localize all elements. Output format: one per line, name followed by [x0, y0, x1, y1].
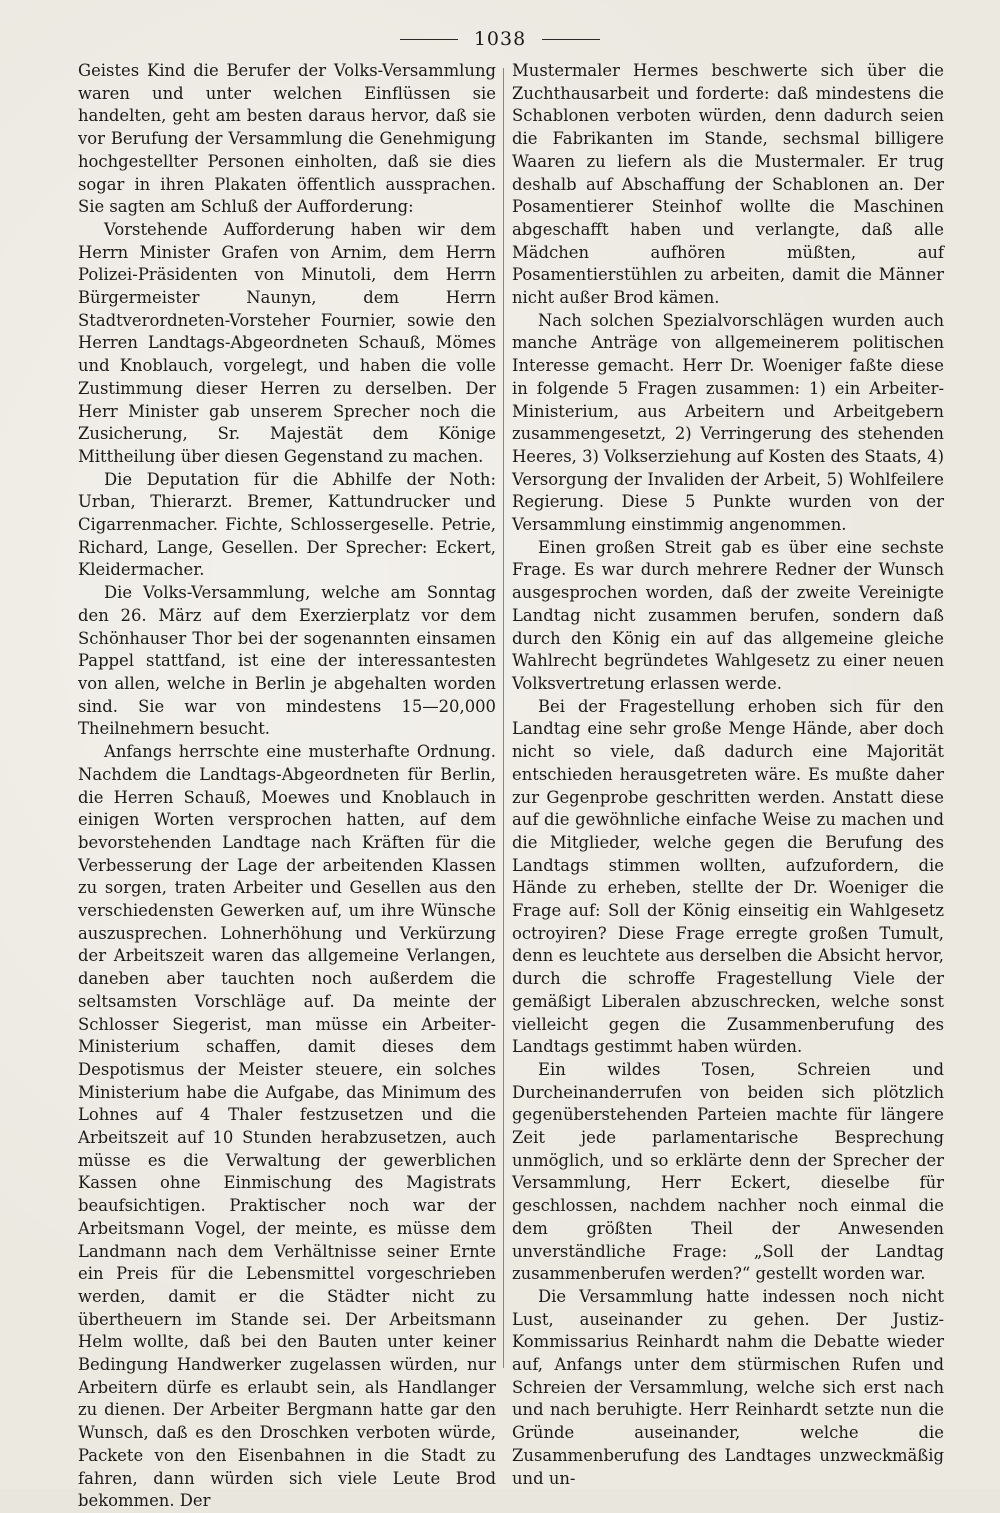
left-column: [78, 60, 496, 1511]
paragraph: Bei der Fragestellung erhoben sich für den Landtag eine sehr große Menge Hände, aber doch nicht so viele, daß dadurch eine Majorität entschieden herausgetreten wäre. Es mußte daher zur Gegenprobe geschritten werden. Anstatt diese auf die gewöhnliche einfache Weise zu machen und die Mitglieder, welche gegen die Berufung des Landtags stimmen wollten, aufzufordern, die Hände zu erheben, stellte der Dr. Woeniger die Frage auf: Soll der König einseitig ein Wahlgesetz octroyiren? Diese Frage erregte großen Tumult, denn es leuchtete aus derselben die Absicht hervor, durch die schroffe Fragestellung Viele der gemäßigt Liberalen abzuschrecken, welche sonst vielleicht gegen die Zusammenberufung des Landtags gestimmt haben würden.: [512, 696, 944, 1057]
paragraph: Nach solchen Spezialvorschlägen wurden auch manche Anträge von allgemeinerem politischen Interesse gemacht. Herr Dr. Woeniger faßte diese in folgende 5 Fragen zusammen: 1) ein Arbeiter-Ministerium, aus Arbeitern und Arbeitgebern zusammengesetzt, 2) Verringerung des stehenden Heeres, 3) Volkserziehung auf Kosten des Staats, 4) Versorgung der Invaliden der Arbeit, 5) Wohlfeilere Regierung. Diese 5 Punkte wurden von der Versammlung einstimmig angenommen.: [512, 310, 944, 535]
paragraph: Mustermaler Hermes beschwerte sich über die Zuchthausarbeit und forderte: daß mindestens die Schablonen verboten würden, denn dadurch seien die Fabrikanten im Stande, sechsmal billigere Waaren zu liefern als die Mustermaler. Er trug deshalb auf Abschaffung der Schablonen an. Der Posamentierer Steinhof wollte die Maschinen abgeschafft haben und verlangte, daß alle Mädchen aufhören müßten, auf Posamentierstühlen zu arbeiten, damit die Männer nicht außer Brod kämen.: [512, 61, 944, 308]
quoted-paragraph: Vorstehende Aufforderung haben wir dem Herrn Minister Grafen von Arnim, dem Herrn Polizei-Präsidenten von Minutoli, dem Herrn Bürgermeister Naunyn, dem Herrn Stadtverordneten-Vorsteher Fournier, sowie den Herren Landtags-Abgeordneten Schauß, Mömes und Knoblauch, vorgelegt, und haben die volle Zustimmung dieser Herren zu derselben. Der Herr Minister gab unserem Sprecher noch die Zusicherung, Sr. Majestät dem Könige Mittheilung über diesen Gegenstand zu machen.: [78, 219, 496, 466]
paragraph: Anfangs herrschte eine musterhafte Ordnung. Nachdem die Landtags-Abgeordneten für Berlin, die Herren Schauß, Moewes und Knoblauch in einigen Worten versprochen hatten, auf dem bevorstehenden Landtage nach Kräften für die Verbesserung der Lage der arbeitenden Klassen zu sorgen, traten Arbeiter und Gesellen aus den verschiedensten Gewerken auf, um ihre Wünsche auszusprechen. Lohnerhöhung und Verkürzung der Arbeitszeit waren das allgemeine Verlangen, daneben aber tauchten noch außerdem die seltsamsten Vorschläge auf. Da meinte der Schlosser Siegerist, man müsse ein Arbeiter-Ministerium schaffen, damit dieses dem Despotismus der Meister steuere, ein solches Ministerium habe die Aufgabe, das Minimum des Lohnes auf 4 Thaler festzusetzen und die Arbeitszeit auf 10 Stunden herabzusetzen, auch müsse es die Verwaltung der gewerblichen Kassen ohne Einmischung des Magistrats beaufsichtigen. Praktischer noch war der Arbeitsmann Vogel, der meinte, es müsse dem Landmann nach dem Verhältnisse seiner Ernte ein Preis für die Lebensmittel vorgeschrieben werden, damit er die Städter nicht zu übertheuern im Stande sei. Der Arbeitsmann Helm wollte, daß bei den Bauten unter keiner Bedingung Handwerker zugelassen würden, nur Arbeitern dürfe es erlaubt sein, als Handlanger zu dienen. Der Arbeiter Bergmann hatte gar den Wunsch, daß es den Droschken verboten würde, Packete von den Eisenbahnen in die Stadt zu fahren, dann würden sich viele Leute Brod bekommen. Der: [78, 742, 496, 1511]
header-rule-right: [542, 39, 600, 40]
page-header: [0, 24, 1000, 54]
header-rule-left: [400, 39, 458, 40]
column-divider: [503, 68, 504, 1368]
paragraph: Ein wildes Tosen, Schreien und Durcheinanderrufen von beiden sich plötzlich gegenüberstehenden Parteien machte für längere Zeit jede parlamentarische Besprechung unmöglich, und so erklärte denn der Sprecher der Versammlung, Herr Eckert, dieselbe für geschlossen, nachdem nachher noch einmal die dem größten Theil der Anwesenden unverständliche Frage: „Soll der Landtag zusammenberufen werden?“ gestellt worden war.: [512, 1059, 944, 1284]
page-number: 1038: [473, 28, 527, 50]
paragraph: Die Deputation für die Abhilfe der Noth: Urban, Thierarzt. Bremer, Kattundrucker und Cigarrenmacher. Fichte, Schlossergeselle. Petrie, Richard, Lange, Gesellen. Der Sprecher: Eckert, Kleidermacher.: [78, 469, 496, 580]
paragraph: Einen großen Streit gab es über eine sechste Frage. Es war durch mehrere Redner der Wunsch ausgesprochen worden, daß der zweite Vereinigte Landtag nicht zusammen berufen, sondern daß durch den König ein auf das allgemeine gleiche Wahlrecht begründetes Wahlgesetz zu einer neuen Volksvertretung erlassen werde.: [512, 537, 944, 693]
paragraph: Die Volks-Versammlung, welche am Sonntag den 26. März auf dem Exerzierplatz vor dem Schönhauser Thor bei der sogenannten einsamen Pappel stattfand, ist eine der interessantesten von allen, welche in Berlin je abgehalten worden sind. Sie war von mindestens 15—20,000 Theilnehmern besucht.: [78, 583, 496, 739]
right-column: [512, 60, 944, 1488]
paragraph: Die Versammlung hatte indessen noch nicht Lust, auseinander zu gehen. Der Justiz-Kommissarius Reinhardt nahm die Debatte wieder auf, Anfangs unter dem stürmischen Rufen und Schreien der Versammlung, welche sich erst nach und nach beruhigte. Herr Reinhardt setzte nun die Gründe auseinander, welche die Zusammenberufung des Landtages unzweckmäßig und un-: [512, 1286, 944, 1488]
paragraph: Geistes Kind die Berufer der Volks-Versammlung waren und unter welchen Einflüssen sie handelten, geht am besten daraus hervor, daß sie vor Berufung der Versammlung die Genehmigung hochgestellter Personen einholten, daß sie dies sogar in ihren Plakaten öffentlich aussprachen. Sie sagten am Schluß der Aufforderung:: [78, 61, 496, 217]
